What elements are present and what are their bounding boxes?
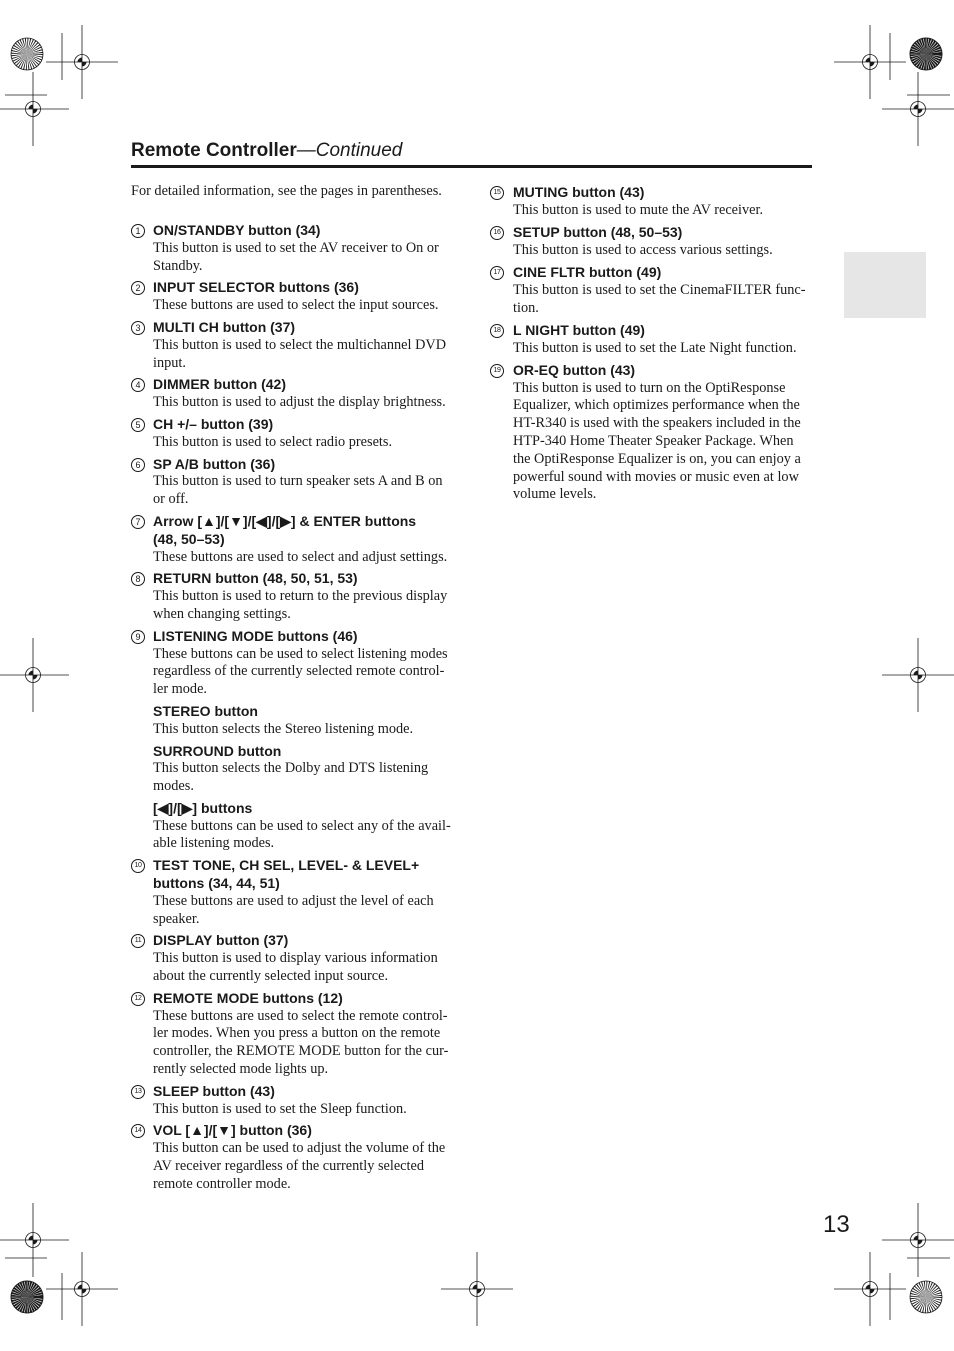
entry-heading: ON/STANDBY button (34) [153,221,321,238]
entry-number: 13 [131,1085,145,1099]
registration-mark [0,638,69,712]
entry-description-line: This button is used to select the multichannel DVD [153,336,447,353]
right-column [490,184,820,509]
entry-number: 19 [490,364,504,378]
entry-description-line: about the currently selected input source. [153,968,389,985]
entry-number: 9 [131,630,145,644]
entry-heading: STEREO button [153,702,258,719]
entry-description-line: This button can be used to adjust the volume of the [153,1140,446,1157]
entry-heading: OR-EQ button (43) [513,361,636,378]
entry-4 [131,376,461,412]
entry-number: 10 [131,859,145,873]
entry-description-line: These buttons are used to select and adjust settings. [153,548,448,565]
entry-heading: MUTING button (43) [513,184,645,200]
entry-number: 8 [131,572,145,586]
entry-14 [131,1122,461,1193]
right-column-entries [490,184,820,504]
entry-description-line: when changing settings. [153,605,291,622]
entry-description-line: regardless of the currently selected remote control- [153,663,445,680]
sub-entry [131,743,461,796]
entry-description-line: ler mode. [153,681,207,698]
entry-heading: CH +/– button (39) [153,415,274,432]
entry-number: 2 [131,281,145,295]
entry-heading: buttons (34, 44, 51) [153,875,280,892]
left-column [131,183,461,1198]
entry-description-line: remote controller mode. [153,1175,291,1192]
sub-entry [131,703,461,739]
entry-description-line: This button is used to mute the AV receiver. [513,201,764,218]
entry-heading: MULTI CH button (37) [153,318,296,335]
entry-description-line: volume levels. [513,486,597,503]
left-column-entries [131,222,461,1194]
entry-8 [131,570,461,623]
header-rule [131,165,812,168]
entry-heading: DISPLAY button (37) [153,932,289,949]
registration-mark [46,1252,118,1326]
entry-number: 6 [131,458,145,472]
section-tab [844,252,926,318]
entry-description-line: This button is used to adjust the display brightness. [153,394,446,411]
entry-3 [131,319,461,372]
page-number: 13 [823,1211,850,1238]
starburst-mark [910,38,942,70]
entry-description-line: This button is used to set the CinemaFILTER func- [513,281,806,298]
entry-description-line: HTP-340 Home Theater Speaker Package. When [513,432,794,449]
entry-heading: CINE FLTR button (49) [513,263,662,280]
entry-description-line: or off. [153,491,189,508]
entry-number: 11 [131,934,145,948]
entry-description-line: speaker. [153,910,200,927]
entry-heading: SLEEP button (43) [153,1082,275,1099]
entry-heading: VOL [▲]/[▼] button (36) [153,1122,312,1139]
entry-description-line: This button is used to set the Late Night function. [513,339,797,356]
entry-description-line: This button is used to turn on the OptiResponse [513,379,786,396]
entry-heading: Arrow [▲]/[▼]/[◀]/[▶] & ENTER buttons [153,512,417,529]
entry-heading: SETUP button (48, 50–53) [513,223,683,240]
entry-description-line: This button is used to access various settings. [513,241,773,258]
entry-description-line: These buttons are used to select the input sources. [153,297,439,314]
entry-description-line: rently selected mode lights up. [153,1061,329,1078]
registration-mark [441,1252,513,1326]
entry-description-line: AV receiver regardless of the currently selected [153,1158,424,1175]
entry-5 [131,416,461,452]
entry-number: 7 [131,515,145,529]
entry-description-line: tion. [513,299,539,316]
entry-description-line: ler modes. When you press a button on the remote [153,1025,441,1042]
entry-description-line: These buttons can be used to select listening modes [153,645,448,662]
entry-description-line: This button selects the Dolby and DTS listening [153,760,429,777]
entry-2 [131,279,461,315]
entry-18 [490,322,820,358]
registration-mark [882,72,954,146]
entry-number: 18 [490,324,504,338]
entry-number: 16 [490,226,504,240]
entry-number: 17 [490,266,504,280]
sub-entry [131,800,461,853]
entry-number: 15 [490,186,504,200]
entry-description-line: This button is used to select radio presets. [153,433,393,450]
entry-description-line: powerful sound with movies or music even at low [513,468,799,485]
starburst-mark [11,1281,43,1313]
entry-description-line: This button is used to turn speaker sets A and B on [153,473,443,490]
entry-description-line: These buttons are used to adjust the level of each [153,892,434,909]
entry-heading: [◀]/[▶] buttons [153,799,253,816]
entry-description-line: input. [153,354,186,371]
entry-description-line: Standby. [153,257,203,274]
entry-number: 3 [131,321,145,335]
entry-description-line: This button is used to set the AV receiver to On or [153,239,439,256]
entry-number: 1 [131,224,145,238]
page-header [131,139,812,163]
registration-mark [834,1252,906,1326]
entry-description-line: the OptiResponse Equalizer is on, you can enjoy a [513,450,801,467]
entry-heading: LISTENING MODE buttons (46) [153,627,358,644]
registration-mark [882,1203,954,1277]
entry-17 [490,264,820,317]
registration-mark [0,72,69,146]
registration-mark [882,638,954,712]
entry-1 [131,222,461,275]
registration-mark [46,25,118,99]
registration-mark [0,1203,69,1277]
entry-19 [490,362,820,504]
entry-number: 4 [131,378,145,392]
continued-label: —Continued [296,140,403,161]
starburst-mark [910,1281,942,1313]
entry-heading: REMOTE MODE buttons (12) [153,989,343,1006]
entry-description-line: This button is used to set the Sleep function. [153,1100,407,1117]
entry-heading: SURROUND button [153,742,282,759]
entry-description-line: HT-R340 is used with the speakers included in the [513,415,801,432]
section-title: Remote Controller [131,140,297,161]
entry-11 [131,932,461,985]
entry-16 [490,224,820,260]
entry-number: 12 [131,992,145,1006]
registration-mark [834,25,906,99]
entry-15 [490,184,820,220]
entry-description-line: These buttons are used to select the remote control- [153,1007,448,1024]
entry-heading: (48, 50–53) [153,530,225,547]
entry-13 [131,1083,461,1119]
entry-9 [131,628,461,699]
entry-description-line: Equalizer, which optimizes performance when the [513,397,800,414]
entry-description-line: modes. [153,778,194,795]
entry-description-line: able listening modes. [153,835,275,852]
entry-7 [131,513,461,566]
starburst-mark [11,38,43,70]
entry-heading: TEST TONE, CH SEL, LEVEL- & LEVEL+ [153,857,420,874]
entry-description-line: This button is used to return to the previous display [153,588,448,605]
entry-heading: L NIGHT button (49) [513,321,645,338]
entry-description-line: controller, the REMOTE MODE button for the cur- [153,1043,449,1060]
entry-heading: RETURN button (48, 50, 51, 53) [153,570,358,587]
entry-number: 5 [131,418,145,432]
entry-description-line: These buttons can be used to select any of the avail- [153,817,451,834]
entry-6 [131,456,461,509]
entry-number: 14 [131,1124,145,1138]
entry-heading: SP A/B button (36) [153,455,276,472]
entry-heading: INPUT SELECTOR buttons (36) [153,279,359,296]
entry-description-line: This button selects the Stereo listening mode. [153,720,414,737]
entry-12 [131,990,461,1079]
entry-description-line: This button is used to display various information [153,950,438,967]
intro-text: For detailed information, see the pages in parentheses. [131,183,442,199]
entry-10 [131,857,461,928]
entry-heading: DIMMER button (42) [153,376,286,393]
